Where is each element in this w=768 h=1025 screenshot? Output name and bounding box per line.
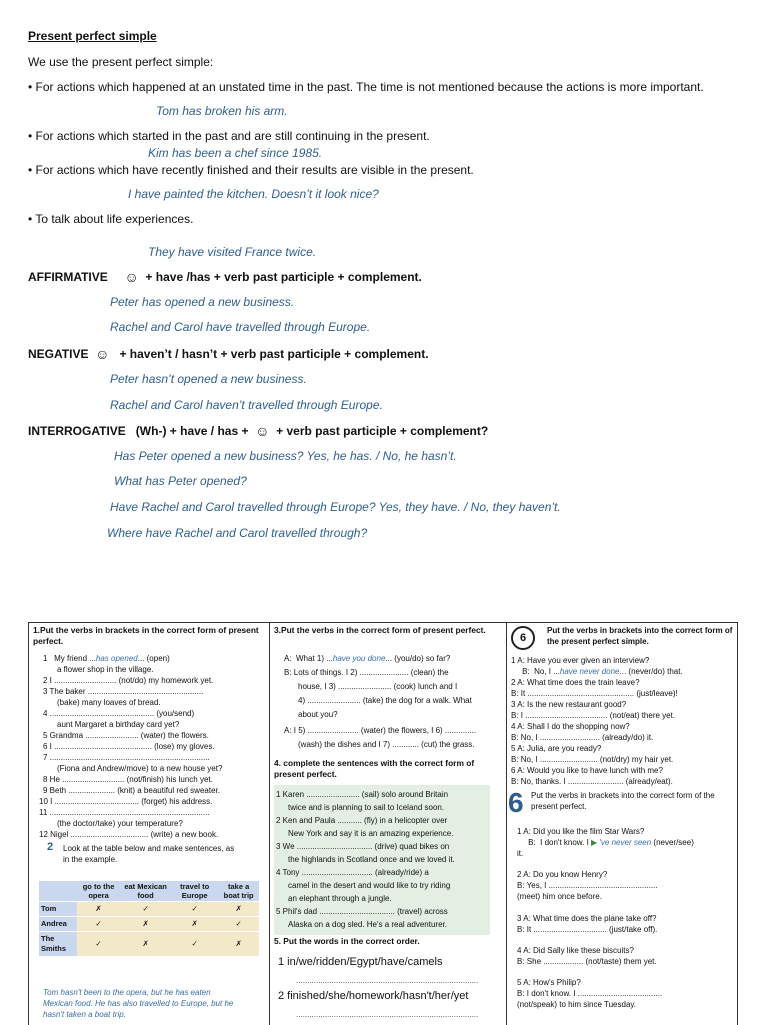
exercise-4-line: 2 Ken and Paula ........... (fly) in a helicopter over xyxy=(276,816,448,825)
interrogative-label: INTERROGATIVE xyxy=(28,424,126,438)
exercise-1-line: 6 I ............................................ (lose) my gloves. xyxy=(43,742,215,751)
exercise-4-line: New York and say it is an amazing experience. xyxy=(288,829,454,838)
exercise-6-header: Put the verbs in brackets into the correct form of the present perfect simple. xyxy=(547,626,733,646)
use-bullet-2: • For actions which started in the past and are still continuing in the present. xyxy=(28,129,430,143)
exercise-1-line: 11 ........................................................................ xyxy=(39,808,210,817)
exercise-4-line: camel in the desert and would like to try riding xyxy=(288,881,451,890)
exercise-4-line: the highlands in Scotland once and we loved it. xyxy=(288,855,455,864)
exercise-6b-line: 4 A: Did Sally like these biscuits? xyxy=(517,946,634,955)
exercise-6b-line: 3 A: What time does the plane take off? xyxy=(517,914,657,923)
exercise-6-line: B: No, I .......................... (not/dry) my hair yet. xyxy=(511,755,674,764)
exercise-3-line: A: What 1) ...have you done... (you/do) so far? xyxy=(284,654,451,663)
exercise-1-line: 3 The baker .................................................... xyxy=(43,687,204,696)
affirmative-label: AFFIRMATIVE xyxy=(28,270,108,284)
exercise-6b-line: B: I don't know. I ▶ 've never seen (never/see) xyxy=(517,838,694,847)
exercise-6b-line: B: I don't know. I ...................................... xyxy=(517,989,663,998)
exercise-4-line: twice and is planning to sail to Iceland soon. xyxy=(288,803,445,812)
affirmative-example-1: Peter has opened a new business. xyxy=(110,295,295,309)
exercise-3-line: house, I 3) ........................ (cook) lunch and I xyxy=(298,682,458,691)
table-header: eat Mexican food xyxy=(120,881,171,902)
exercise-3-line: about you? xyxy=(298,710,338,719)
table-header: take a boat trip xyxy=(218,881,259,902)
page-title: Present perfect simple xyxy=(28,29,157,43)
exercise-5-header: 5. Put the words in the correct order. xyxy=(274,936,420,946)
exercise-6b-line: B: Yes, I ................................................. xyxy=(517,881,658,890)
exercise-1-line: 7 ........................................................................ xyxy=(43,753,210,762)
exercise-1-line: (bake) many loaves of bread. xyxy=(57,698,161,707)
exercise-6b-line: B: She .................. (not/taste) them yet. xyxy=(517,957,657,966)
exercise-4-header: 4. complete the sentences with the correct form of present perfect. xyxy=(274,758,475,779)
interrogative-rule xyxy=(28,424,488,438)
activity-table xyxy=(39,881,259,956)
use-example-3: I have painted the kitchen. Doesn’t it look nice? xyxy=(128,187,379,201)
use-bullet-1: • For actions which happened at an unstated time in the past. The time is not mentioned because the actions is more important. xyxy=(28,80,704,94)
table-cell: ✗ xyxy=(218,932,259,957)
exercise-6-line: 6 A: Would you like to have lunch with me? xyxy=(511,766,663,775)
exercise-4-line: 1 Karen ........................ (sail) solo around Britain xyxy=(276,790,449,799)
interrogative-example-4: Where have Rachel and Carol travelled through? xyxy=(107,526,368,540)
interrogative-formula-end: + verb past participle + complement? xyxy=(276,424,489,438)
interrogative-example-1: Has Peter opened a new business? Yes, he has. / No, he hasn’t. xyxy=(114,449,457,463)
exercise-1-line: 8 He ............................ (not/finish) his lunch yet. xyxy=(43,775,213,784)
exercise-6-line: B: I ..................................... (not/eat) there yet. xyxy=(511,711,676,720)
intro-text: We use the present perfect simple: xyxy=(28,55,214,69)
table-cell: Andrea xyxy=(39,917,77,932)
exercise-4-line: an elephant through a jungle. xyxy=(288,894,392,903)
table-row xyxy=(39,902,259,917)
exercise-6-line: B: It ................................................ (just/leave)! xyxy=(511,689,678,698)
exercise-6b-line: it. xyxy=(517,849,524,858)
table-cell: ✓ xyxy=(77,932,120,957)
exercise-2-instruction: in the example. xyxy=(63,855,118,864)
exercise-6b-line: B: It ................................. (just/take off). xyxy=(517,925,658,934)
exercise-3-line: A: I 5) ....................... (water) the flowers, I 6) .............. xyxy=(284,726,477,735)
table-cell: ✓ xyxy=(77,917,120,932)
exercise-4-line: Alaska on a dog sled. He's a real adventurer. xyxy=(288,920,447,929)
use-example-2: Kim has been a chef since 1985. xyxy=(148,146,323,160)
exercise-2-number: 2 xyxy=(47,841,54,853)
table-cell: ✓ xyxy=(171,902,218,917)
smiley-face-icon: ☺ xyxy=(255,423,270,439)
exercise-1-line: 5 Grandma ........................ (water) the flowers. xyxy=(43,731,209,740)
exercise-1-line: (Fiona and Andrew/move) to a new house yet? xyxy=(57,764,223,773)
exercise-6-line: 5 A: Julia, are you ready? xyxy=(511,744,602,753)
exercise-3-line: B: Lots of things. I 2) ...................... (clean) the xyxy=(284,668,449,677)
negative-rule xyxy=(28,347,429,361)
worksheet-column-3 xyxy=(507,623,737,1025)
exercise-1-line: 10 I ...................................... (forget) his address. xyxy=(39,797,213,806)
exercise-6b-number: 6 xyxy=(508,787,524,818)
exercise-6b-line: 2 A: Do you know Henry? xyxy=(517,870,608,879)
table-header: travel to Europe xyxy=(171,881,218,902)
answer-line: .................................................................................. xyxy=(296,976,479,985)
exercise-6-line: 3 A: Is the new restaurant good? xyxy=(511,700,627,709)
exercise-1-line: 1 My friend ...has opened... (open) xyxy=(43,654,170,663)
table-cell: ✗ xyxy=(120,932,171,957)
exercise-1-header: 1.Put the verbs in brackets in the correct form of present perfect. xyxy=(33,625,259,646)
smiley-face-icon: ☺ xyxy=(95,346,110,362)
exercise-4-line: 4 Tony ................................ (already/ride) a xyxy=(276,868,429,877)
exercise-6-number: 6 xyxy=(511,626,535,650)
exercise-1-line: aunt Margaret a birthday card yet? xyxy=(57,720,180,729)
interrogative-formula-start: (Wh-) + have / has + xyxy=(135,424,249,438)
table-cell: ✓ xyxy=(120,902,171,917)
table-header: go to the opera xyxy=(77,881,120,902)
exercise-6b-line: 1 A: Did you like the film Star Wars? xyxy=(517,827,645,836)
affirmative-formula: + have /has + verb past participle + complement. xyxy=(145,270,422,284)
exercise-2-instruction: Look at the table below and make sentences, as xyxy=(63,844,235,853)
table-cell: ✗ xyxy=(218,902,259,917)
exercise-1-line: 12 Nigel ................................... (write) a new book. xyxy=(39,830,219,839)
exercise-1-line: 9 Beth ..................... (knit) a beautiful red sweater. xyxy=(43,786,220,795)
table-cell: ✗ xyxy=(120,917,171,932)
exercise-6b-line: 5 A: How's Philip? xyxy=(517,978,581,987)
worksheet-column-2 xyxy=(270,623,507,1025)
use-bullet-3: • For actions which have recently finished and their results are visible in the present. xyxy=(28,163,474,177)
exercise-1-line: a flower shop in the village. xyxy=(57,665,154,674)
use-bullet-4: • To talk about life experiences. xyxy=(28,212,194,226)
affirmative-example-2: Rachel and Carol have travelled through Europe. xyxy=(110,320,371,334)
exercise-6-line: 2 A: What time does the train leave? xyxy=(511,678,640,687)
worksheet-column-1 xyxy=(29,623,270,1025)
smiley-face-icon: ☺ xyxy=(124,269,139,285)
table-cell: ✗ xyxy=(171,917,218,932)
table-row xyxy=(39,917,259,932)
exercise-5-line: 1 in/we/ridden/Egypt/have/camels xyxy=(278,956,443,968)
interrogative-example-2: What has Peter opened? xyxy=(114,474,247,488)
interrogative-example-3: Have Rachel and Carol travelled through Europe? Yes, they have. / No, they haven’t. xyxy=(110,500,561,514)
negative-example-1: Peter hasn’t opened a new business. xyxy=(110,372,307,386)
table-header-row xyxy=(39,881,259,902)
table-cell: Tom xyxy=(39,902,77,917)
exercise-2-example: Tom hasn't been to the opera, but he has eaten xyxy=(43,988,211,997)
affirmative-rule xyxy=(28,270,422,284)
table-row xyxy=(39,932,259,957)
exercise-6-line: B: No, I ........................... (already/do) it. xyxy=(511,733,654,742)
exercise-3-header: 3.Put the verbs in the correct form of present perfect. xyxy=(274,625,486,635)
table-cell: The Smiths xyxy=(39,932,77,957)
use-example-4: They have visited France twice. xyxy=(148,245,317,259)
exercise-6-line: B: No, I ...have never done... (never/do) that. xyxy=(511,667,683,676)
exercise-5-line: 2 finished/she/homework/hasn't/her/yet xyxy=(278,990,469,1002)
exercise-6-line: 1 A: Have you ever given an interview? xyxy=(511,656,650,665)
exercise-6b-header: Put the verbs in brackets into the correct form of the present perfect. xyxy=(531,791,715,811)
exercise-6b-line: (meet) him once before. xyxy=(517,892,602,901)
exercise-6-line: B: No, thanks. I ......................... (already/eat). xyxy=(511,777,673,786)
worksheet xyxy=(28,622,738,1025)
exercise-1-line: 2 I ............................ (not/do) my homework yet. xyxy=(43,676,214,685)
negative-label: NEGATIVE xyxy=(28,347,89,361)
table-cell: ✓ xyxy=(218,917,259,932)
use-example-1: Tom has broken his arm. xyxy=(156,104,288,118)
exercise-1-line: (the doctor/take) your temperature? xyxy=(57,819,183,828)
exercise-6-line: 4 A: Shall I do the shopping now? xyxy=(511,722,630,731)
exercise-3-line: (wash) the dishes and I 7) ............ (cut) the grass. xyxy=(298,740,475,749)
exercise-3-line: 4) ........................ (take) the dog for a walk. What xyxy=(298,696,472,705)
table-cell: ✗ xyxy=(77,902,120,917)
table-cell: ✓ xyxy=(171,932,218,957)
exercise-6b-line: (not/speak) to him since Tuesday. xyxy=(517,1000,637,1009)
exercise-2-example: hasn't taken a boat trip. xyxy=(43,1010,126,1019)
exercise-2-example: Mexican food. He has also travelled to Europe, but he xyxy=(43,999,234,1008)
exercise-4-line: 5 Phil's dad .................................. (travel) across xyxy=(276,907,448,916)
negative-formula: + haven’t / hasn’t + verb past participle + complement. xyxy=(119,347,429,361)
answer-line: .................................................................................. xyxy=(296,1010,479,1019)
negative-example-2: Rachel and Carol haven’t travelled through Europe. xyxy=(110,398,383,412)
table-header xyxy=(39,881,77,902)
exercise-4-line: 3 We .................................. (drive) quad bikes on xyxy=(276,842,450,851)
exercise-1-line: 4 ............................................... (you/send) xyxy=(43,709,195,718)
